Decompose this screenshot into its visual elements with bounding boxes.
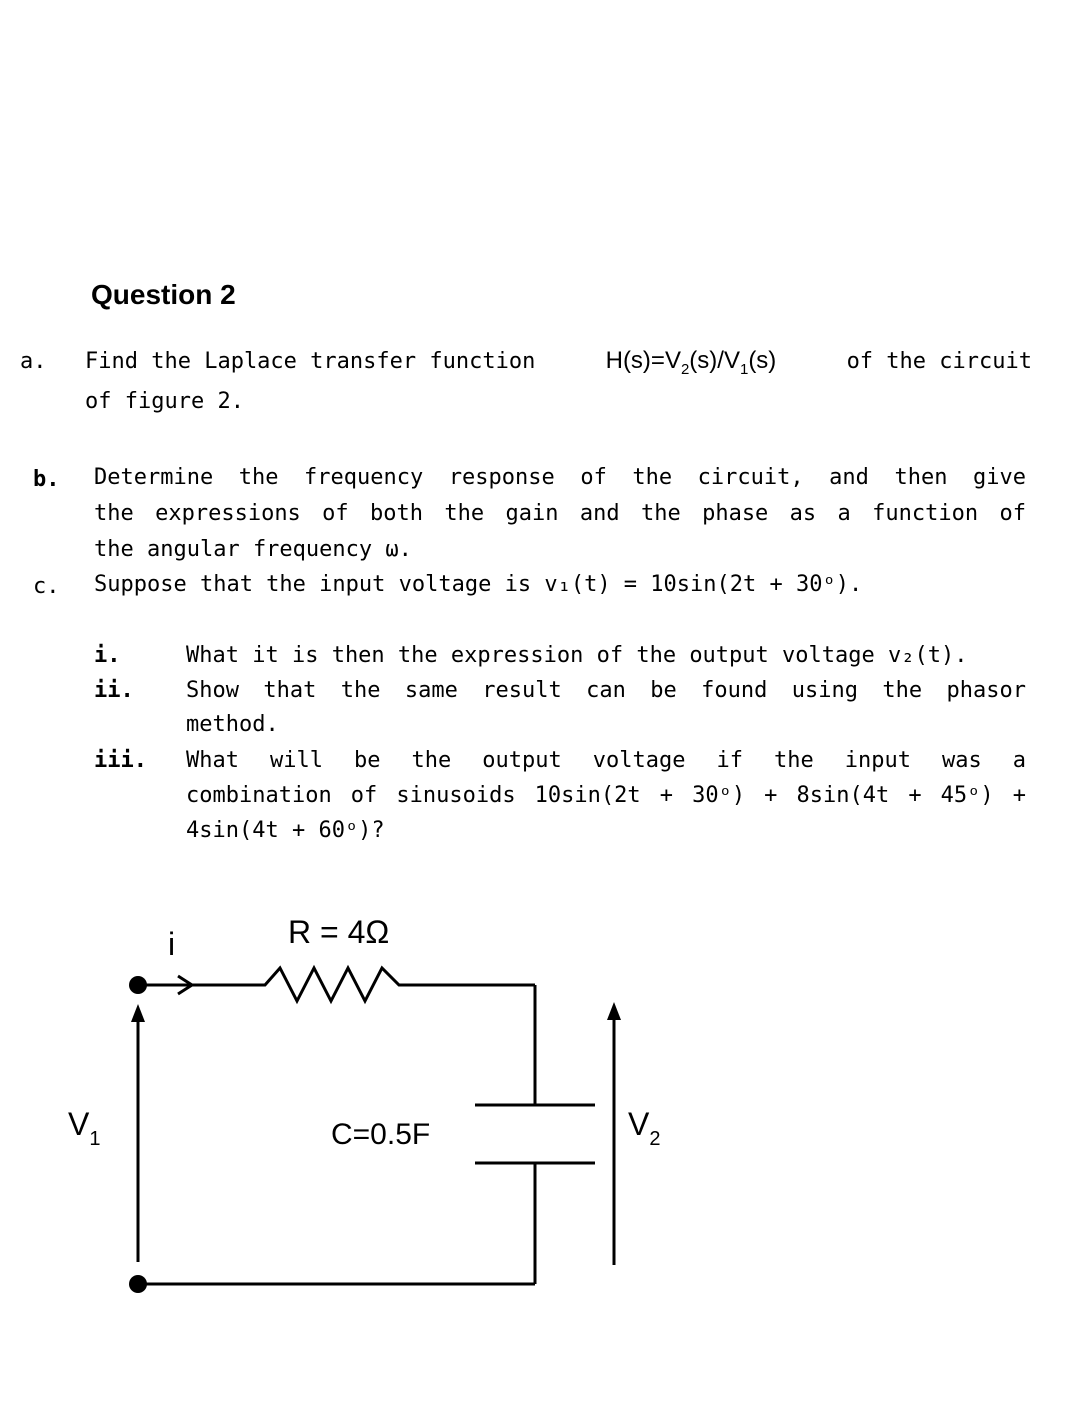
part-a-label: a.	[20, 349, 47, 374]
v1-arrow-head	[131, 1004, 145, 1022]
sub-item-iii-line3: 4sin(4t + 60ᵒ)?	[186, 818, 385, 843]
page-title: Question 2	[91, 279, 236, 310]
sub-item-i-text: What it is then the expression of the output voltage v₂(t).	[186, 643, 968, 668]
sub-item-i-label: i.	[94, 643, 121, 668]
sub-item-ii-line2: method.	[186, 712, 279, 737]
part-b-line3: the angular frequency ω.	[94, 537, 412, 562]
sub-item-ii-line1: Show that the same result can be found using the phasor	[186, 678, 1026, 703]
part-a-line2: of figure 2.	[85, 389, 244, 414]
terminal-node-top	[129, 976, 147, 994]
terminal-node-bottom	[129, 1275, 147, 1293]
part-b-line2: the expressions of both the gain and the phase as a function of	[94, 501, 1026, 526]
transfer-function-formula: $H(s)=V_2(s)/V_1(s)$	[605, 347, 777, 378]
sub-item-iii-label: iii.	[94, 748, 147, 773]
resistor-symbol	[235, 968, 420, 1001]
v2-label: $V_2$	[628, 1106, 661, 1150]
v2-arrow-head	[607, 1002, 621, 1020]
v1-label: $V_1$	[68, 1106, 101, 1150]
sub-item-iii-line1: What will be the output voltage if the input was a	[186, 748, 1026, 773]
sub-item-ii-label: ii.	[94, 678, 134, 703]
resistor-label: R = 4Ω	[288, 914, 390, 950]
part-b-line1: Determine the frequency response of the circuit, and then give	[94, 465, 1026, 490]
rc-circuit-diagram	[0, 880, 1080, 1320]
sub-item-iii-line2: combination of sinusoids 10sin(2t + 30ᵒ) + 8sin(4t + 45ᵒ) +	[186, 783, 1026, 808]
current-label: i	[168, 926, 176, 962]
part-c-label: c.	[33, 574, 60, 599]
part-a-pre: Find the Laplace transfer function	[85, 349, 536, 374]
part-a-line1	[85, 347, 1032, 378]
part-a-post: of the circuit	[846, 349, 1032, 374]
part-c-line1: Suppose that the input voltage is v₁(t) = 10sin(2t + 30ᵒ).	[94, 572, 863, 597]
part-b-label: b.	[33, 467, 60, 492]
capacitor-label: C=0.5F	[331, 1118, 431, 1151]
